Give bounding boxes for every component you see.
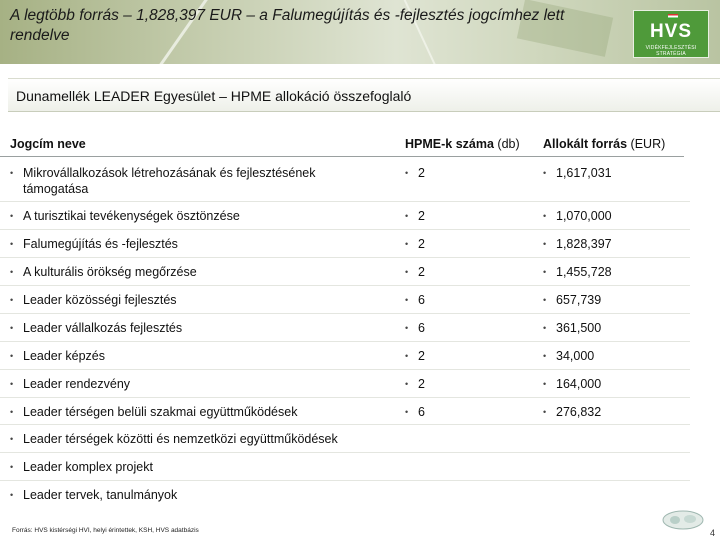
bullet-icon: • <box>543 351 547 361</box>
row-separator <box>0 369 690 370</box>
row-separator <box>0 201 690 202</box>
row-separator <box>0 257 690 258</box>
col-header-name-text: Jogcím neve <box>10 137 86 151</box>
jogcim-name: Leader képzés <box>23 349 106 363</box>
jogcim-name: Leader térségek közötti és nemzetközi együttműködések <box>23 432 338 446</box>
allocated-amount-cell <box>543 208 683 224</box>
row-separator <box>0 424 690 425</box>
bullet-icon: • <box>405 407 409 417</box>
header-banner <box>0 0 720 64</box>
jogcim-name-cont: támogatása <box>23 182 89 196</box>
jogcim-cell <box>10 404 390 420</box>
hpme-count: 6 <box>418 293 425 307</box>
jogcim-cell <box>10 292 390 308</box>
row-separator <box>0 397 690 398</box>
allocated-amount: 1,617,031 <box>556 166 612 180</box>
allocated-amount: 361,500 <box>556 321 602 335</box>
jogcim-name: Leader tervek, tanulmányok <box>23 488 178 502</box>
bullet-icon: • <box>405 267 409 277</box>
allocated-amount-cell <box>543 292 683 308</box>
logo-subtext: VIDÉKFEJLESZTÉSI STRATÉGIA <box>645 45 697 57</box>
bullet-icon: • <box>10 323 14 333</box>
col-header-amount-text: Allokált forrás <box>543 137 628 151</box>
bullet-icon: • <box>405 379 409 389</box>
allocated-amount: 34,000 <box>556 349 595 363</box>
jogcim-name: Leader térségen belüli szakmai együttműködések <box>23 405 298 419</box>
jogcim-name: Leader közösségi fejlesztés <box>23 293 177 307</box>
hpme-count-cell <box>405 292 525 308</box>
col-header-amount-unit: (EUR) <box>630 137 666 151</box>
hpme-count-cell <box>405 404 525 420</box>
hpme-count-cell <box>405 348 525 364</box>
col-header-count-text: HPME-k száma <box>405 137 494 151</box>
bullet-icon: • <box>10 295 14 305</box>
source-note: Forrás: HVS kistérségi HVI, helyi érintettek, KSH, HVS adatbázis <box>12 527 199 534</box>
allocated-amount: 1,455,728 <box>556 265 612 279</box>
hpme-count: 6 <box>418 321 425 335</box>
footer-logo-icon <box>661 509 705 531</box>
hungarian-flag-icon <box>668 14 678 19</box>
row-separator <box>0 313 690 314</box>
bullet-icon: • <box>405 239 409 249</box>
allocated-amount-cell <box>543 165 683 181</box>
allocated-amount-cell <box>543 320 683 336</box>
bullet-icon: • <box>543 239 547 249</box>
slide-subtitle: Dunamellék LEADER Egyesület – HPME allokáció összefoglaló <box>16 88 412 104</box>
col-header-count <box>405 137 520 151</box>
bullet-icon: • <box>10 267 14 277</box>
jogcim-cell <box>10 165 390 197</box>
bullet-icon: • <box>10 239 14 249</box>
jogcim-cell <box>10 320 390 336</box>
allocated-amount: 1,070,000 <box>556 209 612 223</box>
hpme-count: 6 <box>418 405 425 419</box>
bullet-icon: • <box>10 490 14 500</box>
logo-text: HVS <box>649 21 693 42</box>
jogcim-name: A turisztikai tevékenységek ösztönzése <box>23 209 240 223</box>
page-number: 4 <box>710 528 716 538</box>
bullet-icon: • <box>10 379 14 389</box>
slide-title: A legtöbb forrás – 1,828,397 EUR – a Falumegújítás és -fejlesztés jogcímhez lett rendelve <box>10 7 565 44</box>
hpme-count: 2 <box>418 237 425 251</box>
jogcim-cell <box>10 264 390 280</box>
hpme-count-cell <box>405 264 525 280</box>
bullet-icon: • <box>10 434 14 444</box>
jogcim-name: Leader rendezvény <box>23 377 131 391</box>
bullet-icon: • <box>543 407 547 417</box>
bullet-icon: • <box>405 323 409 333</box>
allocated-amount-cell <box>543 376 683 392</box>
jogcim-name: A kulturális örökség megőrzése <box>23 265 197 279</box>
hpme-count: 2 <box>418 265 425 279</box>
allocated-amount: 657,739 <box>556 293 602 307</box>
row-separator <box>0 285 690 286</box>
hpme-count-cell <box>405 208 525 224</box>
bullet-icon: • <box>543 267 547 277</box>
jogcim-name: Leader vállalkozás fejlesztés <box>23 321 183 335</box>
allocated-amount: 164,000 <box>556 377 602 391</box>
hpme-count: 2 <box>418 209 425 223</box>
bullet-icon: • <box>10 462 14 472</box>
bullet-icon: • <box>405 295 409 305</box>
jogcim-cell <box>10 459 390 475</box>
bullet-icon: • <box>10 351 14 361</box>
allocated-amount-cell <box>543 404 683 420</box>
jogcim-cell <box>10 487 390 503</box>
jogcim-cell <box>10 208 390 224</box>
bullet-icon: • <box>405 351 409 361</box>
col-header-count-unit: (db) <box>497 137 520 151</box>
bullet-icon: • <box>405 211 409 221</box>
bullet-icon: • <box>10 407 14 417</box>
allocated-amount: 276,832 <box>556 405 602 419</box>
bullet-icon: • <box>10 211 14 221</box>
jogcim-cell <box>10 376 390 392</box>
hpme-count: 2 <box>418 349 425 363</box>
bullet-icon: • <box>543 379 547 389</box>
hvs-logo <box>633 10 709 58</box>
hpme-count-cell <box>405 165 525 181</box>
hpme-count: 2 <box>418 166 425 180</box>
hpme-count-cell <box>405 320 525 336</box>
row-separator <box>0 480 690 481</box>
jogcim-cell <box>10 236 390 252</box>
subtitle-bar <box>8 78 720 112</box>
bullet-icon: • <box>543 211 547 221</box>
allocated-amount: 1,828,397 <box>556 237 612 251</box>
col-header-name <box>10 137 86 151</box>
allocated-amount-cell <box>543 236 683 252</box>
allocated-amount-cell <box>543 264 683 280</box>
hpme-count-cell <box>405 376 525 392</box>
jogcim-cell <box>10 348 390 364</box>
col-header-amount <box>543 137 665 151</box>
bullet-icon: • <box>543 323 547 333</box>
allocated-amount-cell <box>543 348 683 364</box>
jogcim-name: Mikrovállalkozások létrehozásának és fejlesztésének <box>23 166 316 180</box>
row-separator <box>0 341 690 342</box>
row-separator <box>0 229 690 230</box>
jogcim-name: Falumegújítás és -fejlesztés <box>23 237 178 251</box>
jogcim-cell <box>10 431 390 447</box>
bullet-icon: • <box>405 168 409 178</box>
bullet-icon: • <box>10 168 14 178</box>
jogcim-name: Leader komplex projekt <box>23 460 153 474</box>
hpme-count-cell <box>405 236 525 252</box>
bullet-icon: • <box>543 295 547 305</box>
hpme-count: 2 <box>418 377 425 391</box>
row-separator <box>0 452 690 453</box>
header-divider <box>0 156 684 157</box>
bullet-icon: • <box>543 168 547 178</box>
